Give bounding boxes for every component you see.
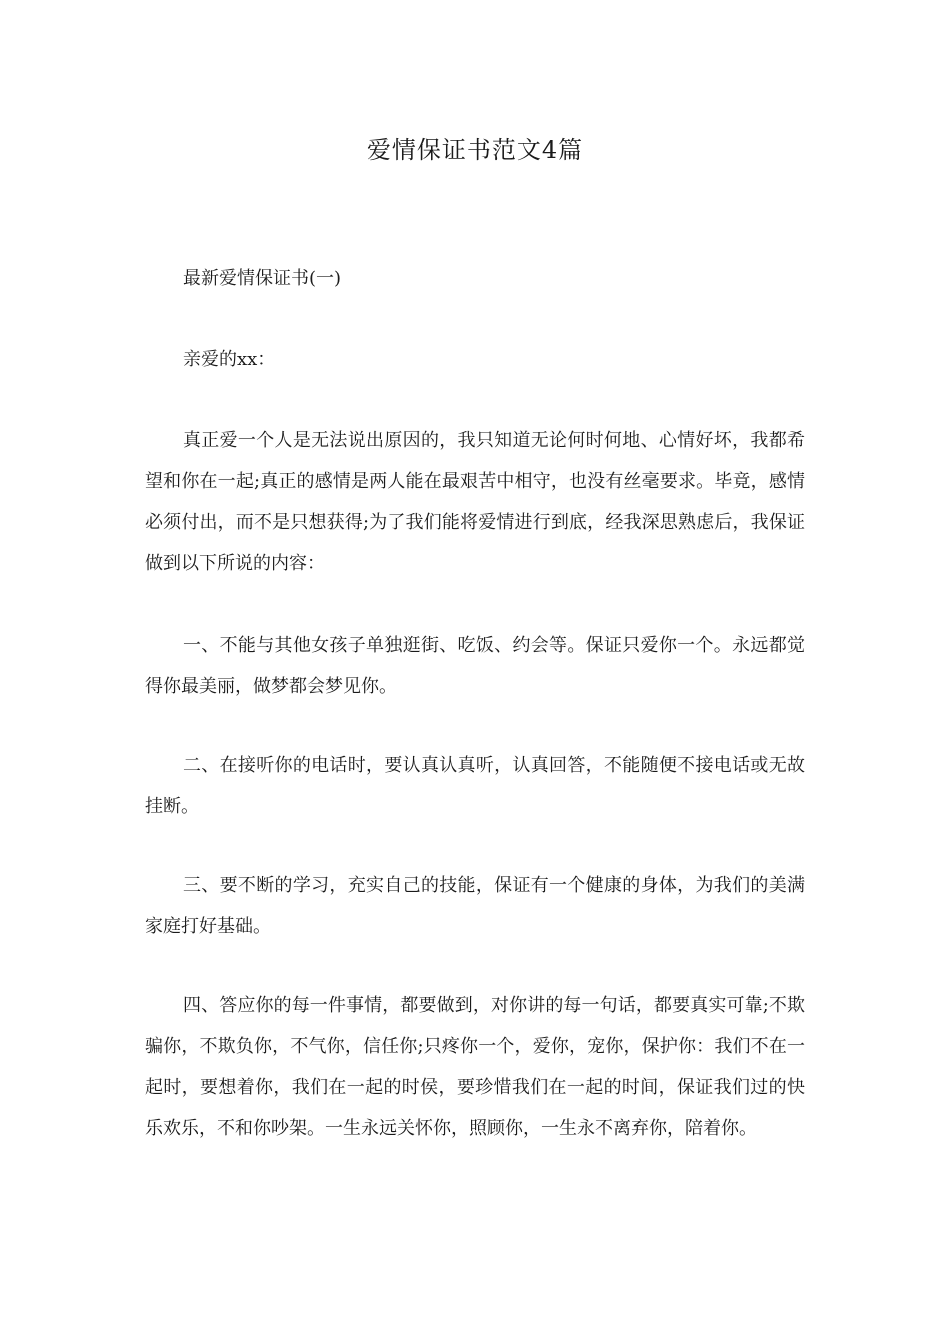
document-title: 爱情保证书范文4篇 [366, 136, 584, 164]
letter-greeting: 亲爱的xx： [183, 349, 276, 370]
promise-item-3: 三、要不断的学习，充实自己的技能，保证有一个健康的身体，为我们的美满家庭打好基础。 [145, 875, 805, 937]
intro-paragraph: 真正爱一个人是无法说出原因的，我只知道无论何时何地、心情好坏，我都希望和你在一起;真正的感情是两人能在最艰苦中相守，也没有丝毫要求。毕竟，感情必须付出，而不是只想获得;为了我们能将爱情进行到底，经我深思熟虑后，我保证做到以下所说的内容： [145, 430, 805, 574]
promise-item-1: 一、不能与其他女孩子单独逛街、吃饭、约会等。保证只爱你一个。永远都觉得你最美丽，做梦都会梦见你。 [145, 635, 805, 697]
promise-item-4: 四、答应你的每一件事情，都要做到，对你讲的每一句话，都要真实可靠;不欺骗你，不欺负你，不气你，信任你;只疼你一个，爱你，宠你，保护你：我们不在一起时，要想着你，我们在一起的时侯，要珍惜我们在一起的时间，保证我们过的快乐欢乐，不和你吵架。一生永远关怀你，照顾你，一生永不离弃你，陪着你。 [145, 995, 805, 1139]
section-subtitle: 最新爱情保证书(一) [183, 268, 342, 289]
promise-item-2: 二、在接听你的电话时，要认真认真听，认真回答，不能随便不接电话或无故挂断。 [145, 755, 805, 817]
